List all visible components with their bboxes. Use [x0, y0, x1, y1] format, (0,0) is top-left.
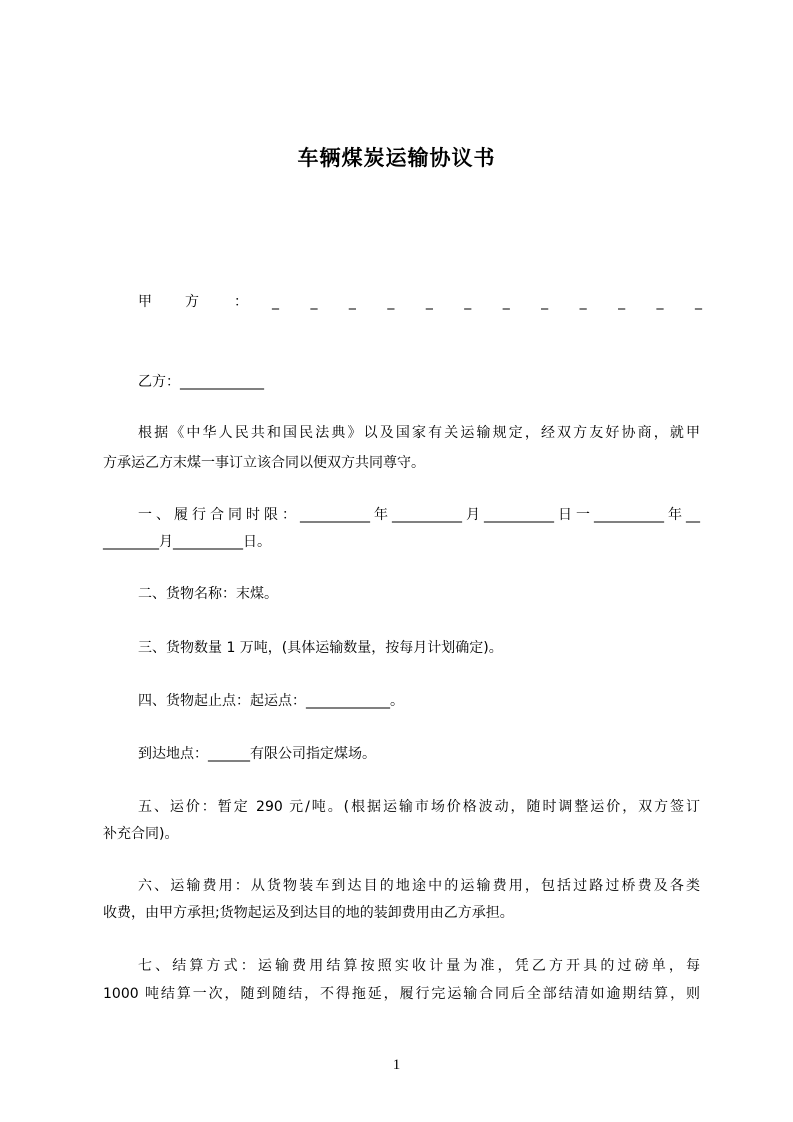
party-a-dash: _ [425, 294, 433, 310]
party-a-dash: _ [310, 294, 318, 310]
clause-4: 四、货物起止点：起运点：____________。 [138, 693, 404, 709]
clause-1-line-1: 一、履行合同时限：__________年__________月__________日一__________年__ [138, 507, 700, 523]
party-a-dash: _ [387, 294, 395, 310]
preamble-line-1: 根据《中华人民共和国民法典》以及国家有关运输规定，经双方友好协商，就甲 [138, 425, 700, 441]
preamble-line-2: 方承运乙方末煤一事订立该合同以便双方共同尊守。 [103, 455, 425, 471]
clause-6-line-1: 六、运输费用：从货物装车到达目的地途中的运输费用，包括过路过桥费及各类 [138, 878, 700, 894]
clause-4-destination: 到达地点：______有限公司指定煤场。 [138, 746, 376, 762]
clause-1-line-2: ________月__________日。 [103, 534, 271, 550]
party-a-dash: _ [694, 294, 702, 310]
clause-7-line-1: 七、结算方式：运输费用结算按照实收计量为准，凭乙方开具的过磅单，每 [138, 958, 700, 974]
party-a-colon: ： [234, 294, 248, 310]
document-title: 车辆煤炭运输协议书 [297, 146, 496, 170]
party-a-dash: _ [656, 294, 664, 310]
clause-2: 二、货物名称：末煤。 [138, 586, 278, 602]
party-a-label-char-1: 甲 [138, 294, 152, 310]
party-a-dash: _ [272, 294, 279, 310]
clause-7-line-2: 1000 吨结算一次，随到随结，不得拖延，履行完运输合同后全部结清如逾期结算，则 [103, 986, 700, 1002]
party-a-dash: _ [502, 294, 510, 310]
page-number: 1 [392, 1057, 401, 1073]
clause-5-line-1: 五、运价：暂定 290 元/吨。(根据运输市场价格波动，随时调整运价，双方签订 [138, 799, 700, 815]
party-b-line: 乙方：____________ [138, 374, 264, 390]
party-a-dash: _ [464, 294, 472, 310]
party-a-dash: _ [541, 294, 549, 310]
clause-5-line-2: 补充合同)。 [103, 826, 179, 842]
clause-3: 三、货物数量 1 万吨，(具体运输数量，按每月计划确定)。 [138, 640, 503, 656]
party-a-label-char-2: 方 [185, 294, 199, 310]
party-a-blank [272, 292, 702, 312]
party-a-dash: _ [618, 294, 626, 310]
clause-6-line-2: 收费，由甲方承担;货物起运及到达目的地的装卸费用由乙方承担。 [103, 905, 514, 921]
party-a-dash: _ [579, 294, 587, 310]
party-a-dash: _ [348, 294, 356, 310]
